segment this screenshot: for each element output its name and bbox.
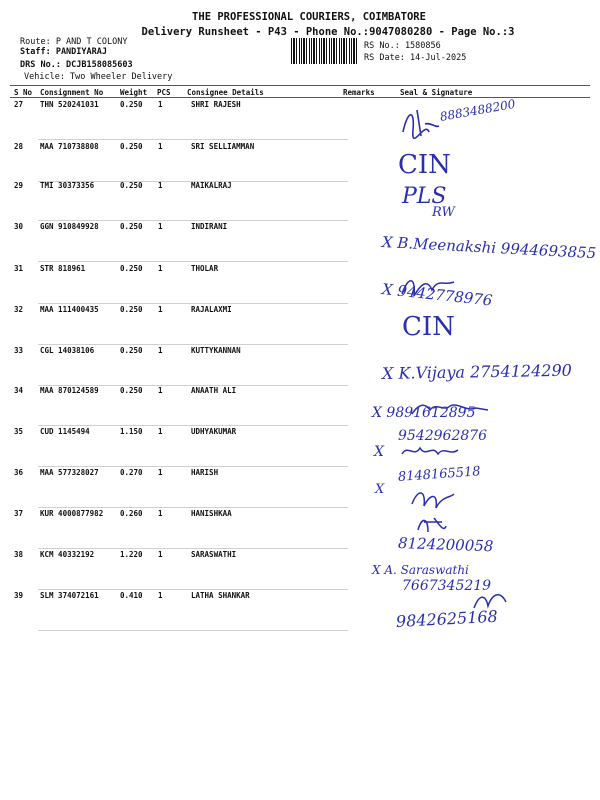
row-weight: 1.220 [120, 550, 143, 559]
table-row [0, 468, 600, 510]
col-signature: Seal & Signature [400, 88, 473, 97]
row-pcs: 1 [158, 591, 163, 600]
row-pcs: 1 [158, 181, 163, 190]
table-row [0, 142, 600, 184]
table-row [0, 386, 600, 428]
row-divider [38, 139, 348, 140]
table-row [0, 591, 600, 633]
row-weight: 0.250 [120, 222, 143, 231]
row-pcs: 1 [158, 100, 163, 109]
table-top-rule [10, 85, 590, 86]
row-divider [38, 261, 348, 262]
row-sno: 35 [14, 427, 24, 436]
row-consignment: MAA 111400435 [40, 305, 99, 314]
row-consignment: STR 818961 [40, 264, 86, 273]
row-pcs: 1 [158, 142, 163, 151]
row-consignee: LATHA SHANKAR [191, 591, 250, 600]
table-row [0, 550, 600, 592]
handwritten-phone-39: 9842625168 [395, 606, 499, 631]
row-pcs: 1 [158, 222, 163, 231]
row-sno: 36 [14, 468, 24, 477]
table-row [0, 305, 600, 347]
row-weight: 0.250 [120, 264, 143, 273]
row-pcs: 1 [158, 264, 163, 273]
drs-number: DRS No.: DCJB158085603 [20, 60, 133, 70]
row-consignee: THOLAR [191, 264, 219, 273]
table-row [0, 181, 600, 223]
row-consignment: KUR 4000877982 [40, 509, 104, 518]
row-sno: 32 [14, 305, 24, 314]
row-consignment: THN 520241031 [40, 100, 99, 109]
handwritten-phone-27: 8883488200 [438, 96, 517, 124]
col-consignment: Consignment No [40, 88, 104, 97]
row-consignment: GGN 910849928 [40, 222, 99, 231]
row-weight: 0.250 [120, 100, 143, 109]
row-consignee: SARASWATHI [191, 550, 237, 559]
row-pcs: 1 [158, 550, 163, 559]
row-consignee: INDIRANI [191, 222, 228, 231]
row-divider [38, 466, 348, 467]
col-sno: S No [14, 88, 33, 97]
row-sno: 39 [14, 591, 24, 600]
row-weight: 0.250 [120, 386, 143, 395]
handwritten-phone-31: X 9442778976 [381, 280, 494, 310]
handwritten-phone-35b: 9542962876 [398, 428, 488, 444]
vehicle-label: Vehicle: Two Wheeler Delivery [24, 72, 173, 82]
handwritten-cin-32: CIN [402, 312, 455, 342]
handwritten-phone-35a: X 9891612895 [372, 405, 476, 421]
row-consignee: SRI SELLIAMMAN [191, 142, 255, 151]
handwritten-cin-28: CIN [398, 150, 451, 180]
handwritten-name-38: X A. Saraswathi [372, 563, 469, 577]
handwritten-mark-35: X [374, 444, 384, 460]
col-remarks: Remarks [343, 88, 375, 97]
row-divider [38, 630, 348, 631]
row-sno: 33 [14, 346, 24, 355]
row-divider [38, 220, 348, 221]
barcode [291, 38, 359, 64]
row-consignee: MAIKALRAJ [191, 181, 232, 190]
rs-number: RS No.: 1580856 [364, 41, 441, 51]
row-sno: 27 [14, 100, 24, 109]
row-sno: 28 [14, 142, 24, 151]
row-sno: 30 [14, 222, 24, 231]
row-weight: 0.250 [120, 142, 143, 151]
row-weight: 0.410 [120, 591, 143, 600]
row-weight: 0.270 [120, 468, 143, 477]
row-consignment: MAA 577328027 [40, 468, 99, 477]
row-consignee: RAJALAXMI [191, 305, 232, 314]
handwritten-pls-29: PLS [402, 184, 447, 209]
row-sno: 29 [14, 181, 24, 190]
rs-date: RS Date: 14-Jul-2025 [364, 53, 467, 63]
row-consignee: ANAATH ALI [191, 386, 237, 395]
handwritten-rw-29: RW [432, 205, 455, 220]
row-divider [38, 548, 348, 549]
runsheet-title: Delivery Runsheet - P43 - Phone No.:9047080280 - Page No.:3 [141, 26, 515, 38]
signature-scribble-36 [408, 486, 458, 512]
row-sno: 38 [14, 550, 24, 559]
row-consignee: SHRI RAJESH [191, 100, 241, 109]
route-label: Route: P AND T COLONY [20, 37, 128, 47]
handwritten-mark-36: X [375, 482, 385, 497]
row-weight: 0.250 [120, 181, 143, 190]
row-consignment: KCM 40332192 [40, 550, 95, 559]
staff-label: Staff: PANDIYARAJ [20, 47, 107, 57]
row-pcs: 1 [158, 305, 163, 314]
table-row [0, 427, 600, 469]
row-consignment: SLM 374072161 [40, 591, 99, 600]
row-consignment: CUD 1145494 [40, 427, 90, 436]
signature-scribble-37 [414, 512, 450, 536]
col-consignee: Consignee Details [187, 88, 264, 97]
row-sno: 34 [14, 386, 24, 395]
row-divider [38, 303, 348, 304]
col-pcs: PCS [157, 88, 171, 97]
col-weight: Weight [120, 88, 148, 97]
row-weight: 0.260 [120, 509, 143, 518]
row-weight: 1.150 [120, 427, 143, 436]
signature-scribble-27 [395, 102, 445, 142]
row-divider [38, 344, 348, 345]
handwritten-signature-34: X K.Vijaya 2754124290 [381, 360, 573, 383]
handwritten-signature-30: X B.Meenakshi 9944693855 [381, 233, 597, 263]
row-divider [38, 507, 348, 508]
row-weight: 0.250 [120, 305, 143, 314]
row-consignee: UDHYAKUMAR [191, 427, 237, 436]
row-divider [38, 425, 348, 426]
row-divider [38, 589, 348, 590]
table-row [0, 509, 600, 551]
row-pcs: 1 [158, 386, 163, 395]
row-consignee: HARISH [191, 468, 219, 477]
row-sno: 31 [14, 264, 24, 273]
row-consignee: HANISHKAA [191, 509, 232, 518]
handwritten-phone-38: 7667345219 [402, 578, 492, 594]
row-pcs: 1 [158, 509, 163, 518]
table-row [0, 264, 600, 306]
row-consignment: MAA 710738808 [40, 142, 99, 151]
row-pcs: 1 [158, 346, 163, 355]
row-consignee: KUTTYKANNAN [191, 346, 241, 355]
row-consignment: TMI 30373356 [40, 181, 95, 190]
signature-scribble-35b [400, 440, 460, 462]
handwritten-phone-36: 8148165518 [397, 464, 482, 485]
row-sno: 37 [14, 509, 24, 518]
row-consignment: CGL 14038106 [40, 346, 95, 355]
row-pcs: 1 [158, 468, 163, 477]
row-pcs: 1 [158, 427, 163, 436]
row-weight: 0.250 [120, 346, 143, 355]
handwritten-phone-37: 8124200058 [397, 534, 494, 556]
company-title: THE PROFESSIONAL COURIERS, COIMBATORE [192, 11, 426, 23]
row-consignment: MAA 870124589 [40, 386, 99, 395]
